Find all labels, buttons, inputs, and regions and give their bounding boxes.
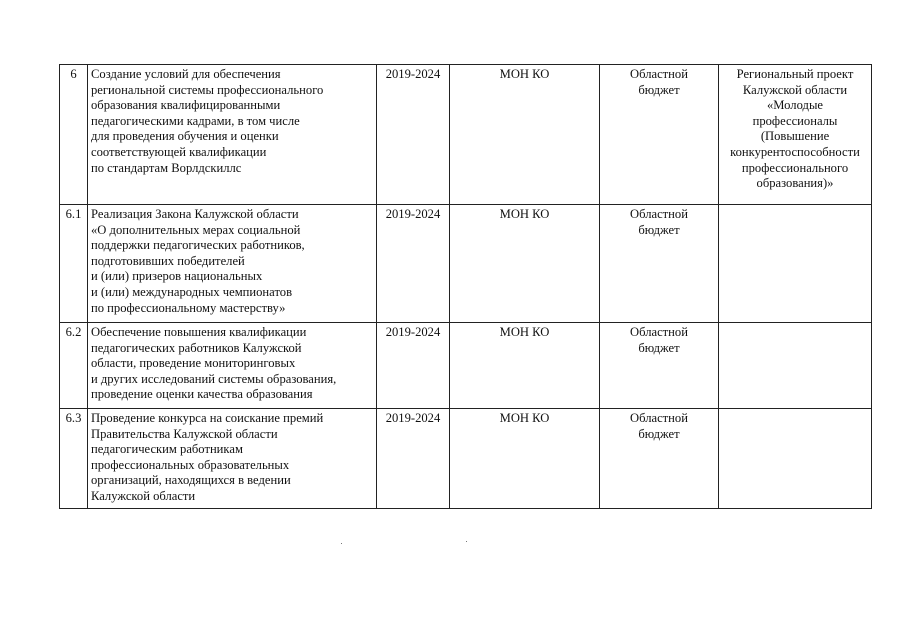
- activity-name-line: для проведения обучения и оценки: [91, 129, 279, 144]
- implementation-period: 2019-2024: [377, 409, 450, 509]
- activity-name-line: по стандартам Ворлдскиллс: [91, 160, 242, 175]
- activity-name: [88, 409, 377, 509]
- activity-name-line: региональной системы профессионального: [91, 82, 324, 97]
- funding-source-line: бюджет: [638, 340, 680, 355]
- program-activities-table: [59, 64, 872, 509]
- funding-source-line: Областной: [630, 67, 688, 81]
- activity-name-line: и (или) призеров национальных: [91, 269, 263, 284]
- activity-name-line: Создание условий для обеспечения: [91, 67, 281, 81]
- activity-name-line: и других исследований системы образования,: [91, 371, 337, 386]
- responsible-executor: МОН КО: [450, 409, 600, 509]
- responsible-executor: МОН КО: [450, 65, 600, 205]
- funding-source: [600, 205, 719, 323]
- funding-source-line: Областной: [630, 325, 688, 339]
- note-line: (Повышение: [760, 129, 830, 144]
- note-line: образования)»: [756, 176, 834, 191]
- responsible-executor: МОН КО: [450, 205, 600, 323]
- activity-name-line: соответствующей квалификации: [91, 144, 267, 159]
- activity-name-line: организаций, находящихся в ведении: [91, 473, 291, 488]
- activity-name-line: педагогических работников Калужской: [91, 340, 302, 355]
- funding-source-line: бюджет: [638, 222, 680, 237]
- activity-name-line: профессиональных образовательных: [91, 457, 290, 472]
- activity-name-line: Правительства Калужской области: [91, 426, 278, 441]
- note-cell: [719, 409, 872, 509]
- row-number: 6.1: [60, 205, 88, 323]
- scan-speck: [341, 543, 342, 544]
- activity-name-line: Обеспечение повышения квалификации: [91, 325, 307, 339]
- funding-source-line: бюджет: [638, 82, 680, 97]
- note-line: Региональный проект: [736, 67, 854, 81]
- note-line: «Молодые: [767, 98, 823, 113]
- funding-source: [600, 409, 719, 509]
- activity-name-line: подготовивших победителей: [91, 253, 245, 268]
- activity-name: [88, 65, 377, 205]
- implementation-period: 2019-2024: [377, 205, 450, 323]
- note-line: Калужской области: [742, 82, 848, 97]
- table-row: [60, 409, 872, 509]
- activity-name-line: поддержки педагогических работников,: [91, 238, 305, 253]
- activity-name-line: Реализация Закона Калужской области: [91, 207, 299, 221]
- funding-source: [600, 323, 719, 409]
- activity-name-line: «О дополнительных мерах социальной: [91, 222, 301, 237]
- row-number: 6: [60, 65, 88, 205]
- note-line: профессионалы: [752, 113, 838, 128]
- note-line: профессионального: [741, 160, 849, 175]
- note-cell: [719, 205, 872, 323]
- activity-name-line: образования квалифицированными: [91, 98, 281, 113]
- activity-name-line: области, проведение мониторинговых: [91, 356, 296, 371]
- activity-name-line: по профессиональному мастерству»: [91, 300, 286, 315]
- activity-name-line: педагогическими кадрами, в том числе: [91, 113, 300, 128]
- funding-source: [600, 65, 719, 205]
- implementation-period: 2019-2024: [377, 65, 450, 205]
- funding-source-line: Областной: [630, 411, 688, 425]
- activity-name-line: и (или) международных чемпионатов: [91, 284, 293, 299]
- table-row: [60, 323, 872, 409]
- scan-speck: [466, 541, 467, 542]
- note-line: конкурентоспособности: [730, 144, 860, 159]
- table-row: [60, 205, 872, 323]
- activity-name-line: проведение оценки качества образования: [91, 387, 313, 402]
- note-cell: [719, 65, 872, 205]
- responsible-executor: МОН КО: [450, 323, 600, 409]
- row-number: 6.3: [60, 409, 88, 509]
- funding-source-line: бюджет: [638, 426, 680, 441]
- note-cell: [719, 323, 872, 409]
- activity-name-line: Калужской области: [91, 488, 196, 503]
- funding-source-line: Областной: [630, 207, 688, 221]
- row-number: 6.2: [60, 323, 88, 409]
- table-row: [60, 65, 872, 205]
- implementation-period: 2019-2024: [377, 323, 450, 409]
- activity-name: [88, 205, 377, 323]
- activity-name-line: педагогическим работникам: [91, 442, 243, 457]
- activity-name-line: Проведение конкурса на соискание премий: [91, 411, 324, 425]
- activity-name: [88, 323, 377, 409]
